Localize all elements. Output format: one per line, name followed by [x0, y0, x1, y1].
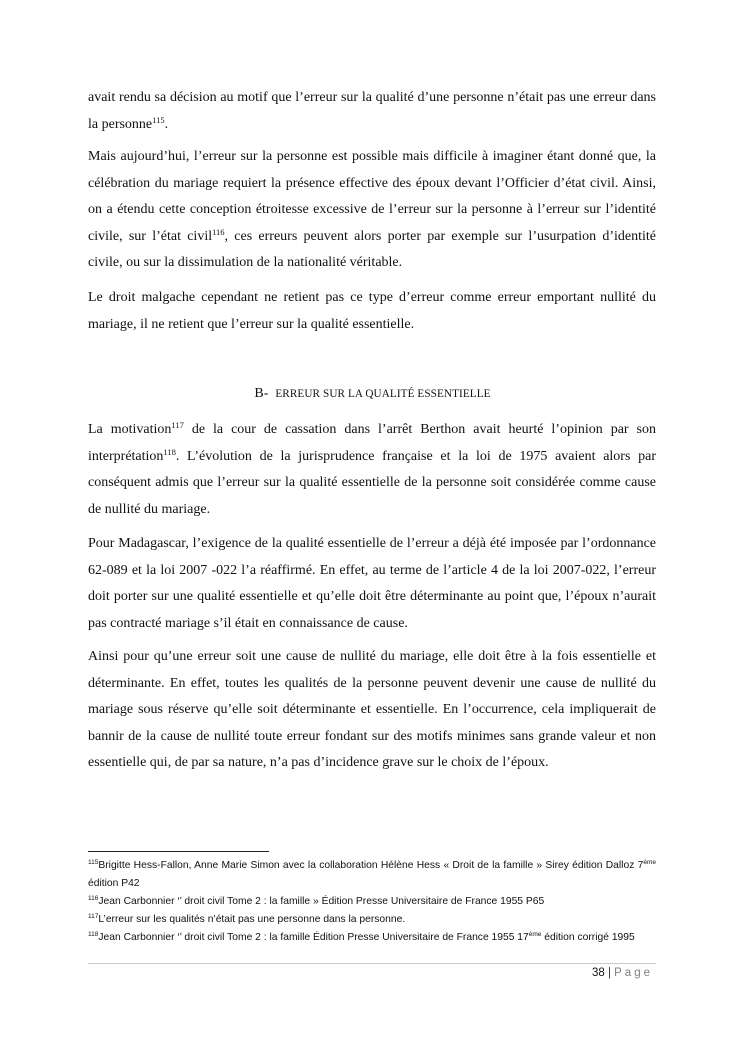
footnote-text: Jean Carbonnier ‘’ droit civil Tome 2 : la famille » Édition Presse Universitaire de France 1955 P65: [98, 896, 545, 907]
paragraph-1: [88, 85, 656, 138]
footer-rule: [88, 963, 656, 964]
footnote-text-end: édition P42: [88, 877, 140, 889]
footnote-separator: [88, 851, 269, 852]
paragraph-4: [88, 417, 656, 523]
footnote-superscript: ème: [643, 859, 656, 866]
footnote-number: 117: [88, 913, 99, 920]
footnote-ref-118[interactable]: 118: [163, 446, 176, 457]
paragraph-2: [88, 144, 656, 277]
section-heading: [0, 386, 745, 402]
paragraph-4-text-b: de la cour de cassation dans l’arrêt Berthon avait heurté l’opinion par son interprétation: [88, 422, 656, 464]
footnote-118: [88, 929, 656, 947]
footnote-ref-115[interactable]: 115: [152, 114, 165, 125]
footnote-116: [88, 893, 656, 911]
paragraph-1-end: .: [164, 116, 169, 132]
page-label: Page: [614, 967, 653, 979]
footnote-text: Brigitte Hess-Fallon, Anne Marie Simon avec la collaboration Hélène Hess « Droit de la famille » Sirey édition Dalloz 7: [98, 860, 644, 871]
footnote-superscript: ème: [528, 931, 542, 938]
footnote-117: [88, 911, 656, 929]
paragraph-6: Ainsi pour qu’une erreur soit une cause de nullité du mariage, elle doit être à la fois essentielle et déterminante. En effet, toutes les qualités de la personne peuvent devenir une cause de nullité du mariage sous réserve qu’elle soit déterminante et essentielle. En l’occurrence, cela impliquerait de bannir de la cause de nullité toute erreur fondant sur des motifs minimes sans grande valeur et non essentielle qui, de par sa nature, n’a pas d’incidence grave sur le choix de l’époux.: [88, 649, 656, 771]
paragraph-2-text: Mais aujourd’hui, l’erreur sur la personne est possible mais difficile à imaginer étant donné que, la célébration du mariage requiert la présence effective des époux devant l’Officier d’état civil. Ainsi, on a étendu cette conception étroitesse excessive de l’erreur sur la personne à l’erreur sur l’identité civile, sur l’état civil: [88, 149, 656, 244]
footnote-text: L’erreur sur les qualités n’était pas une personne dans la personne.: [98, 914, 406, 925]
footnote-text: Jean Carbonnier ‘’ droit civil Tome 2 : la famille Édition Presse Universitaire de France 1955 17: [98, 932, 529, 943]
paragraph-3: Le droit malgache cependant ne retient pas ce type d’erreur comme erreur emportant nullité du mariage, il ne retient que l’erreur sur la qualité essentielle.: [88, 290, 656, 332]
paragraph-4-text-a: La motivation: [88, 422, 172, 437]
paragraph-5: Pour Madagascar, l’exigence de la qualité essentielle de l’erreur a déjà été imposée par l’ordonnance 62-089 et la loi 2007 -022 l’a réaffirmé. En effet, au terme de l’article 4 de la loi 2007-022, l’erreur doit porter sur une qualité essentielle et qu’elle doit être déterminante au point que, l’époux n’aurait pas contracté mariage s’il était en connaissance de cause.: [88, 536, 656, 631]
footnote-ref-117[interactable]: 117: [171, 420, 184, 430]
paragraph-2-end: , ces erreurs peuvent alors porter par exemple sur l’usurpation d’identité civile, ou sur la dissimulation de la nationalité véritable.: [88, 228, 656, 271]
page-footer: [592, 967, 653, 979]
footnote-text-end: édition corrigé 1995: [541, 932, 635, 943]
paragraph-1-text: avait rendu sa décision au motif que l’erreur sur la qualité d’une personne n’était pas une erreur dans la personne: [88, 90, 656, 132]
section-title: ERREUR SUR LA QUALITÉ ESSENTIELLE: [275, 388, 491, 400]
paragraph-4-text-c: . L’évolution de la jurisprudence française et la loi de 1975 avaient alors par conséquent admis que l’erreur sur la qualité essentielle de la personne soit considérée comme cause de nullité du mariage.: [88, 448, 656, 517]
footnote-number: 116: [88, 895, 99, 902]
page-number: 38: [591, 967, 605, 979]
footnote-115: [88, 857, 656, 893]
footnote-ref-116[interactable]: 116: [212, 226, 225, 237]
footnote-number: 115: [88, 859, 99, 866]
section-number: B-: [254, 386, 269, 401]
footnote-number: 118: [88, 931, 99, 938]
page-separator: |: [607, 967, 611, 979]
